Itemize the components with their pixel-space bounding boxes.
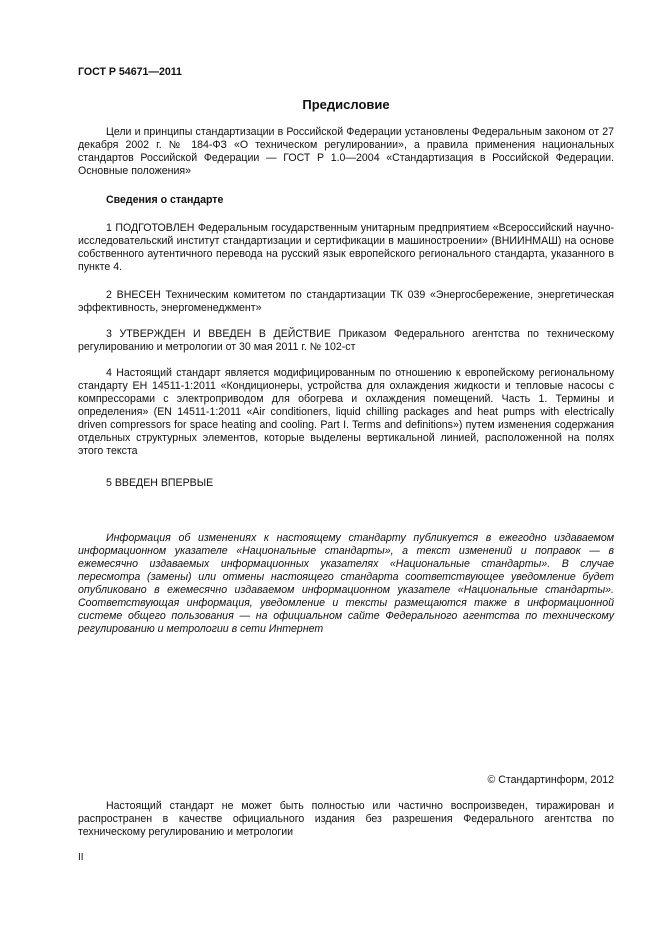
item-prepared: 1 ПОДГОТОВЛЕН Федеральным государственным унитарным предприятием «Всероссийский научно-исследовательский институт стандартизации и сертификации в машиностроении» (ВНИИНМАШ) на основе собственного аутентичного перевода на русский язык европейского регионального стандарта, указанного в пункте 4.	[78, 222, 614, 273]
document-code: ГОСТ Р 54671—2011	[78, 66, 182, 78]
copyright-line: © Стандартинформ, 2012	[487, 774, 614, 786]
page-number: II	[78, 852, 84, 863]
intro-paragraph: Цели и принципы стандартизации в Российской Федерации установлены Федеральным законом от 27 декабря 2002 г. № 184-ФЗ «О техническом регулировании», а правила применения национальных стандартов Российской Федерации — ГОСТ Р 1.0—2004 «Стандартизация в Российской Федерации. Основные положения»	[78, 126, 614, 177]
reproduction-notice: Настоящий стандарт не может быть полностью или частично воспроизведен, тиражирован и распространен в качестве официального издания без разрешения Федерального агентства по техническому регулированию и метрологии	[78, 800, 614, 838]
standard-info-heading: Сведения о стандарте	[106, 194, 224, 206]
page-title: Предисловие	[302, 97, 390, 112]
item-approved: 3 УТВЕРЖДЕН И ВВЕДЕН В ДЕЙСТВИЕ Приказом Федерального агентства по техническому регулированию и метрологии от 30 мая 2011 г. № 102-ст	[78, 328, 614, 353]
item-submitted: 2 ВНЕСЕН Техническим комитетом по стандартизации ТК 039 «Энергосбережение, энергетическая эффективность, энергоменеджмент»	[78, 289, 614, 314]
info-notice: Информация об изменениях к настоящему стандарту публикуется в ежегодно издаваемом информационном указателе «Национальные стандарты», а текст изменений и поправок — в ежемесячно издаваемых информационных указателях «Национальные стандарты». В случае пересмотра (замены) или отмены настоящего стандарта соответствующее уведомление будет опубликовано в ежемесячно издаваемом информационном указателе «Национальные стандарты». Соответствующая информация, уведомление и тексты размещаются также в информационной системе общего пользования — на официальном сайте Федерального агентства по техническому регулированию и метрологии в сети Интернет	[78, 532, 614, 635]
item-first-introduced: 5 ВВЕДЕН ВПЕРВЫЕ	[106, 477, 214, 489]
item-modified-standard: 4 Настоящий стандарт является модифицированным по отношению к европейскому региональному стандарту ЕН 14511-1:2011 «Кондиционеры, устройства для охлаждения жидкости и тепловые насосы с компрессорами с электроприводом для обогрева и охлаждения помещений. Часть 1. Термины и определения» (EN 14511-1:2011 «Air conditioners, liquid chilling packages and heat pumps with electrically driven compressors for space heating and cooling. Part I. Terms and definitions») путем изменения содержания отдельных структурных элементов, которые выделены вертикальной линией, расположенной на полях этого текста	[78, 367, 614, 457]
